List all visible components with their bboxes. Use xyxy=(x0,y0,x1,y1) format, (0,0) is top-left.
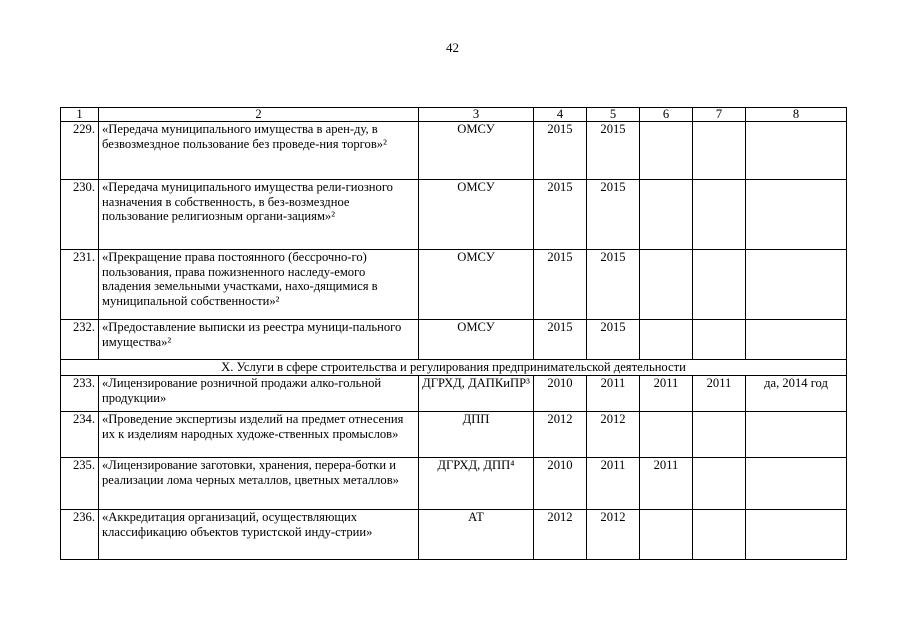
year-cell xyxy=(693,320,746,360)
service-name: «Лицензирование розничной продажи алко-гольной продукции» xyxy=(99,376,419,412)
year-cell: 2015 xyxy=(534,250,587,320)
row-number: 231. xyxy=(61,250,99,320)
year-cell: 2015 xyxy=(587,122,640,180)
note-cell: да, 2014 год xyxy=(746,376,847,412)
table-row xyxy=(61,412,847,458)
row-number: 234. xyxy=(61,412,99,458)
year-cell: 2010 xyxy=(534,376,587,412)
agency-cell: ОМСУ xyxy=(419,122,534,180)
page-number: 42 xyxy=(446,40,459,55)
note-cell xyxy=(746,122,847,180)
table-row xyxy=(61,458,847,510)
note-cell xyxy=(746,412,847,458)
column-header: 4 xyxy=(534,108,587,122)
row-number: 235. xyxy=(61,458,99,510)
agency-cell: ДГРХД, ДПП⁴ xyxy=(419,458,534,510)
year-cell: 2015 xyxy=(534,180,587,250)
agency-cell: ДПП xyxy=(419,412,534,458)
agency-cell: ОМСУ xyxy=(419,250,534,320)
note-cell xyxy=(746,250,847,320)
service-name: «Лицензирование заготовки, хранения, перера-ботки и реализации лома черных металлов, цветных металлов» xyxy=(99,458,419,510)
year-cell: 2011 xyxy=(640,458,693,510)
year-cell: 2015 xyxy=(587,180,640,250)
year-cell xyxy=(640,320,693,360)
column-header: 6 xyxy=(640,108,693,122)
agency-cell: ОМСУ xyxy=(419,180,534,250)
table-row xyxy=(61,510,847,560)
year-cell xyxy=(693,458,746,510)
year-cell xyxy=(640,412,693,458)
year-cell xyxy=(640,250,693,320)
services-table xyxy=(60,107,847,560)
table-body xyxy=(61,108,847,560)
column-header: 3 xyxy=(419,108,534,122)
table-row xyxy=(61,122,847,180)
note-cell xyxy=(746,458,847,510)
table-row xyxy=(61,376,847,412)
year-cell xyxy=(693,250,746,320)
note-cell xyxy=(746,180,847,250)
year-cell: 2015 xyxy=(534,122,587,180)
year-cell xyxy=(693,180,746,250)
year-cell: 2015 xyxy=(587,320,640,360)
service-name: «Проведение экспертизы изделий на предмет отнесения их к изделиям народных художе-ственных промыслов» xyxy=(99,412,419,458)
year-cell: 2012 xyxy=(534,510,587,560)
year-cell xyxy=(640,122,693,180)
year-cell: 2011 xyxy=(587,458,640,510)
column-header: 7 xyxy=(693,108,746,122)
table-row xyxy=(61,320,847,360)
agency-cell: АТ xyxy=(419,510,534,560)
service-name: «Предоставление выписки из реестра муници-пального имущества»² xyxy=(99,320,419,360)
section-title: X. Услуги в сфере строительства и регулирования предпринимательской деятельности xyxy=(61,360,847,376)
service-name: «Аккредитация организаций, осуществляющих классификацию объектов туристской инду-стрии» xyxy=(99,510,419,560)
year-cell xyxy=(693,510,746,560)
year-cell: 2012 xyxy=(534,412,587,458)
column-header: 2 xyxy=(99,108,419,122)
row-number: 233. xyxy=(61,376,99,412)
service-name: «Прекращение права постоянного (бессрочно-го) пользования, права пожизненного наследу-емого владения земельными участками, нахо-дящимися в муниципальной собственности»² xyxy=(99,250,419,320)
column-header: 5 xyxy=(587,108,640,122)
year-cell: 2011 xyxy=(693,376,746,412)
year-cell: 2015 xyxy=(534,320,587,360)
column-header: 8 xyxy=(746,108,847,122)
agency-cell: ОМСУ xyxy=(419,320,534,360)
year-cell xyxy=(640,510,693,560)
service-name: «Передача муниципального имущества в арен-ду, в безвозмездное пользование без проведе-ния торгов»² xyxy=(99,122,419,180)
column-header: 1 xyxy=(61,108,99,122)
row-number: 232. xyxy=(61,320,99,360)
year-cell xyxy=(693,412,746,458)
year-cell: 2010 xyxy=(534,458,587,510)
section-row xyxy=(61,360,847,376)
year-cell: 2011 xyxy=(587,376,640,412)
row-number: 229. xyxy=(61,122,99,180)
year-cell: 2012 xyxy=(587,510,640,560)
year-cell: 2012 xyxy=(587,412,640,458)
agency-cell: ДГРХД, ДАПКиПР³ xyxy=(419,376,534,412)
row-number: 230. xyxy=(61,180,99,250)
table-row xyxy=(61,180,847,250)
year-cell xyxy=(640,180,693,250)
year-cell xyxy=(693,122,746,180)
year-cell: 2011 xyxy=(640,376,693,412)
note-cell xyxy=(746,510,847,560)
row-number: 236. xyxy=(61,510,99,560)
table-row xyxy=(61,250,847,320)
year-cell: 2015 xyxy=(587,250,640,320)
note-cell xyxy=(746,320,847,360)
table-header-row xyxy=(61,108,847,122)
service-name: «Передача муниципального имущества рели-гиозного назначения в собственность, в без-возмездное пользование религиозным органи-зациям»² xyxy=(99,180,419,250)
